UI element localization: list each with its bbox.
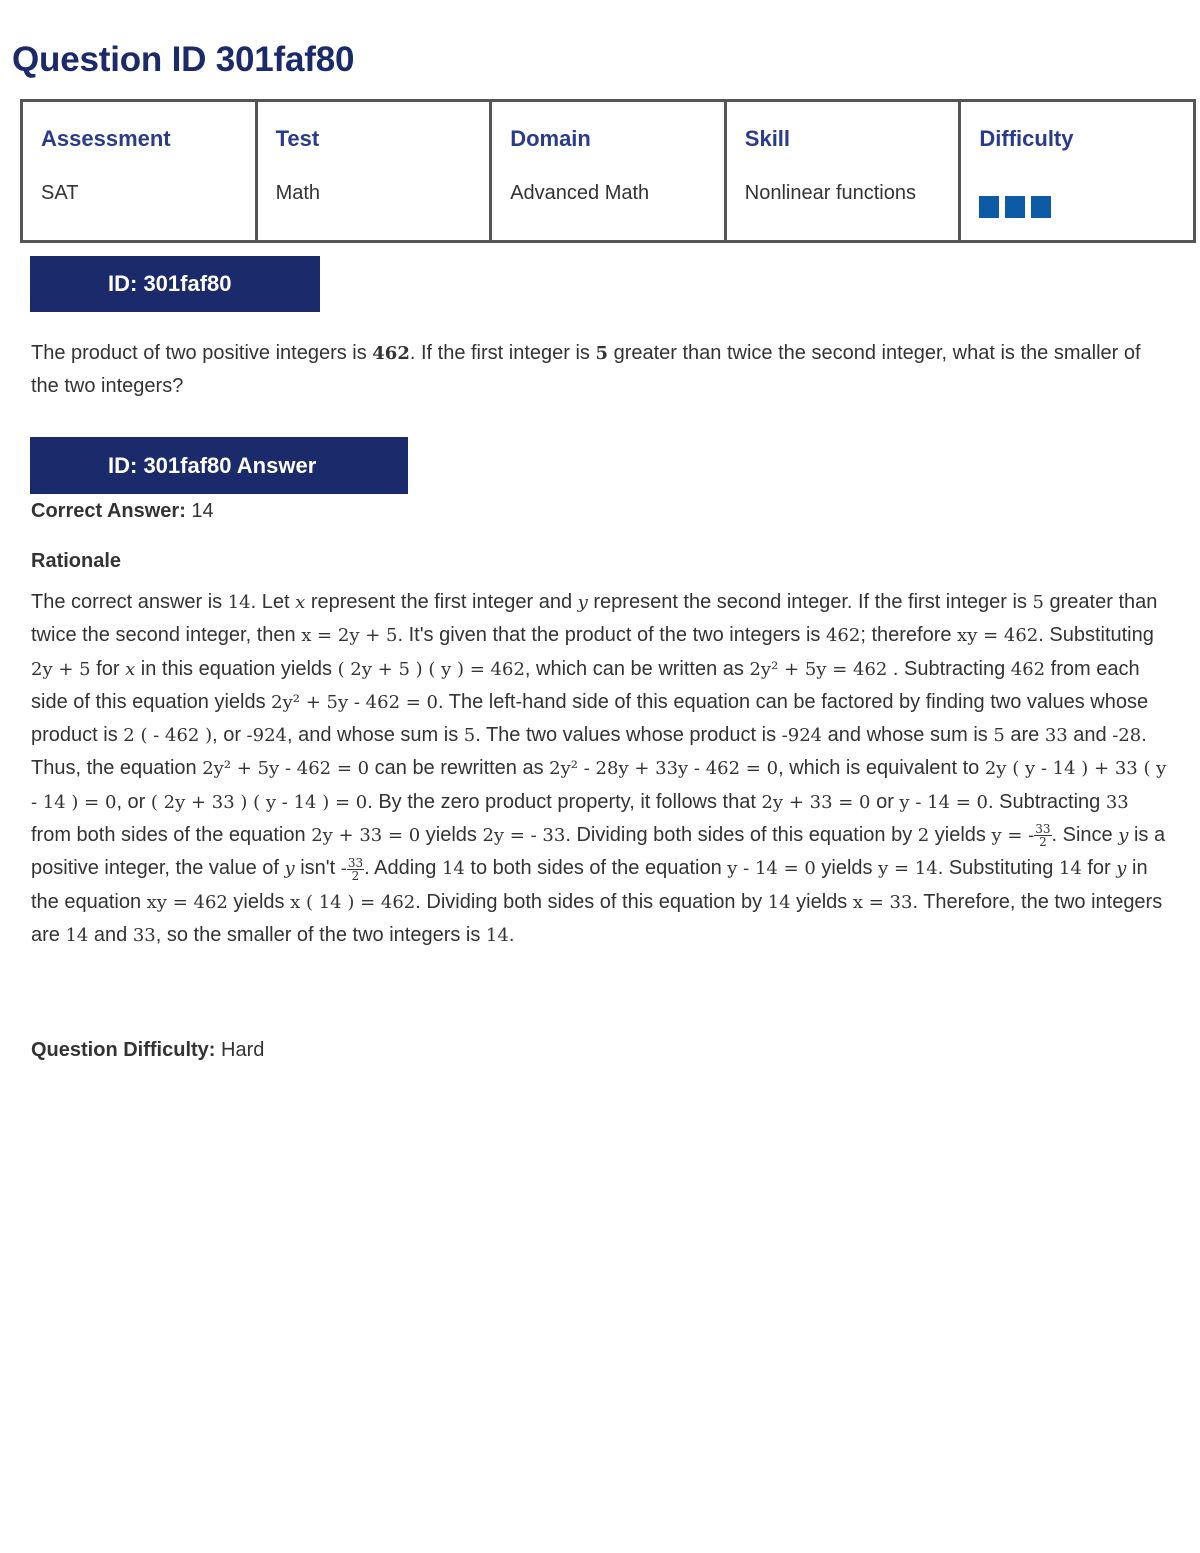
question-text-part: . If the first integer is [409, 342, 596, 364]
rationale-text-part: represent the second integer. If the first integer is [587, 591, 1033, 613]
question-id-banner: ID: 301faf80 [30, 256, 320, 312]
difficulty-bar [1005, 196, 1025, 218]
meta-assessment-cell [22, 101, 257, 242]
math-expression: 33 [1105, 791, 1129, 813]
meta-difficulty-cell [960, 101, 1195, 242]
math-expression: y - 14 = 0 [727, 858, 816, 880]
meta-test-heading: Test [275, 126, 320, 151]
fraction-numerator: 33 [1035, 822, 1051, 837]
math-expression: 5 [463, 725, 476, 747]
math-expression: 14 [441, 858, 465, 880]
rationale-text-part: in this equation yields [135, 657, 338, 680]
rationale-text-part: . [508, 923, 515, 946]
rationale-text-part: are [1004, 724, 1045, 747]
math-expression: 14 [227, 592, 251, 613]
rationale-heading: Rationale [31, 550, 122, 572]
math-expression: 2y ( y - 14 ) + 33 ( y - 14 ) = 0 [31, 758, 1167, 813]
question-difficulty [31, 1036, 1171, 1064]
rationale-text-part: . Substituting [1038, 624, 1154, 647]
math-expression: -924 [246, 725, 287, 747]
math-expression: 33 [1044, 725, 1068, 747]
rationale-text-part: represent the first integer and [305, 591, 578, 613]
math-expression: x ( 14 ) = 462 [290, 891, 416, 913]
fraction-denominator: 2 [351, 868, 360, 883]
rationale-text-part: . Thus, the equation [31, 724, 1147, 780]
rationale-text-part: ; therefore [860, 624, 958, 647]
math-expression: 5 [1032, 592, 1044, 613]
math-expression: x = 2y + 5 [301, 625, 398, 647]
meta-skill-value: Nonlinear functions [744, 182, 916, 204]
rationale-text-part: and whose sum is [822, 724, 994, 747]
rationale-text-part: . Dividing both sides of this equation by [565, 824, 918, 847]
math-expression: 14 [65, 924, 89, 946]
rationale-text-part: The correct answer is [31, 591, 228, 613]
correct-answer-label: Correct Answer: [31, 500, 186, 522]
meta-skill-heading: Skill [744, 126, 791, 151]
math-expression: y - 14 = 0 [899, 791, 988, 813]
math-expression: - [340, 858, 347, 880]
meta-difficulty-heading: Difficulty [979, 126, 1074, 151]
question-text-part: The product of two positive integers is [31, 342, 373, 364]
rationale-text-part: and [88, 923, 133, 946]
rationale-text-part: for [90, 657, 126, 680]
math-expression: 462 [825, 625, 861, 647]
rationale-text-part: , which is equivalent to [778, 757, 985, 780]
rationale-text-part: and [1067, 724, 1113, 747]
math-expression: 2y + 33 = 0 [761, 791, 871, 813]
math-expression: 2y² + 5y - 462 = 0 [271, 691, 438, 713]
difficulty-indicator [979, 196, 1175, 218]
math-expression: y [577, 592, 588, 613]
rationale-text-part: yields [790, 890, 853, 913]
rationale-text-part: . Dividing both sides of this equation by [415, 890, 768, 913]
difficulty-bar [979, 196, 999, 218]
rationale-text-part: yields [420, 824, 483, 847]
question-difficulty-label: Question Difficulty: [31, 1039, 216, 1061]
meta-domain-heading: Domain [510, 126, 591, 151]
rationale-text-part: for [1081, 857, 1117, 880]
rationale-text-part: or [870, 790, 900, 813]
math-expression: -924 [781, 725, 823, 747]
rationale-text-part: to both sides of the equation [464, 857, 728, 880]
rationale-text [31, 586, 1171, 952]
meta-test-value: Math [275, 182, 321, 204]
rationale-text-part: . Since [1051, 824, 1119, 847]
rationale-text-part: . Substituting [937, 857, 1059, 880]
math-expression: -28 [1112, 725, 1142, 747]
correct-answer [31, 497, 1171, 525]
rationale-text-part: yields [929, 824, 992, 847]
rationale-text-part: . Adding [364, 857, 442, 880]
question-text-part: greater than twice the second integer, what is the smaller of the two integers? [31, 342, 1141, 397]
math-expression: 2y + 33 = 0 [311, 825, 421, 847]
rationale-text-part: from each side of this equation yields [31, 657, 1140, 713]
rationale-text-part: greater than twice the second integer, then [31, 591, 1158, 647]
math-expression: 2y² + 5y = 462 [749, 658, 888, 680]
meta-assessment-value: SAT [41, 182, 79, 204]
rationale-text-part: yields [227, 890, 291, 913]
meta-skill-cell [725, 101, 960, 242]
math-expression: 14 [485, 924, 509, 946]
rationale-text-part: . Subtracting [988, 790, 1106, 813]
rationale-text-part: , and whose sum is [287, 724, 464, 747]
rationale-text-part: , which can be written as [524, 657, 750, 680]
correct-answer-value: 14 [185, 500, 214, 522]
math-expression: 2y² - 28y + 33y - 462 = 0 [549, 758, 779, 780]
rationale-text-part: . By the zero product property, it follows that [367, 790, 762, 813]
math-expression: 33 [132, 924, 156, 946]
math-expression: ( 2y + 5 ) ( y ) = 462 [337, 658, 525, 680]
math-expression: y = 14 [878, 858, 938, 880]
math-expression: 2 [917, 825, 930, 847]
meta-domain-value: Advanced Math [510, 182, 650, 204]
math-expression: 462 [372, 343, 410, 364]
math-expression: y [1118, 825, 1129, 847]
rationale-text-part: . It's given that the product of the two integers is [397, 624, 826, 647]
math-expression: y = - [991, 825, 1035, 847]
math-expression: x [125, 658, 136, 680]
math-expression: y [1116, 858, 1127, 880]
rationale-text-part: . Subtracting [887, 657, 1011, 680]
math-expression: 2y² + 5y - 462 = 0 [202, 758, 370, 780]
rationale-text-part: in the equation [31, 857, 1148, 913]
meta-assessment-heading: Assessment [41, 126, 171, 151]
math-expression: 5 [993, 725, 1005, 747]
rationale-text-part: . Therefore, the two integers are [31, 890, 1163, 946]
math-expression: x [295, 592, 306, 613]
rationale-text-part: isn't [294, 857, 341, 880]
answer-id-banner: ID: 301faf80 Answer [30, 437, 408, 494]
math-expression: 5 [595, 343, 609, 364]
math-expression: 2 ( - 462 ) [123, 725, 213, 747]
rationale-text-part: . The left-hand side of this equation can be factored by finding two values whose product is [31, 690, 1149, 747]
rationale-text-part: can be rewritten as [369, 757, 550, 780]
rationale-text-part: , so the smaller of the two integers is [155, 923, 486, 946]
math-expression: ( 2y + 33 ) ( y - 14 ) = 0 [150, 791, 368, 813]
math-expression: 2y = - 33 [482, 825, 566, 847]
fraction-denominator: 2 [1039, 835, 1047, 850]
rationale-text-part: . Let [250, 591, 296, 613]
rationale-text-part: yields [815, 857, 879, 880]
math-expression: 462 [1010, 658, 1046, 680]
meta-domain-cell [491, 101, 726, 242]
rationale-text-part: is a positive integer, the value of [31, 824, 1166, 880]
rationale-text-part: . The two values whose product is [475, 724, 782, 747]
math-expression: 14 [767, 891, 791, 913]
page-title: Question ID 301faf80 [12, 40, 355, 79]
math-expression: xy = 462 [957, 625, 1039, 647]
math-expression: 14 [1058, 858, 1082, 880]
rationale-text-part: from both sides of the equation [31, 824, 312, 847]
question-difficulty-value: Hard [215, 1039, 265, 1061]
rationale-text-part: , or [212, 724, 247, 747]
math-expression: y [284, 858, 295, 880]
question-metadata-table [20, 99, 1196, 243]
math-expression: xy = 462 [146, 891, 228, 913]
question-text [31, 337, 1171, 403]
math-fraction [1034, 823, 1051, 848]
math-expression: x = 33 [852, 891, 913, 913]
difficulty-bar [1031, 196, 1051, 218]
fraction-numerator: 33 [347, 855, 364, 870]
rationale-text-part: , or [116, 790, 151, 813]
meta-test-cell [256, 101, 491, 242]
math-fraction [347, 857, 364, 882]
math-expression: 2y + 5 [31, 658, 91, 680]
